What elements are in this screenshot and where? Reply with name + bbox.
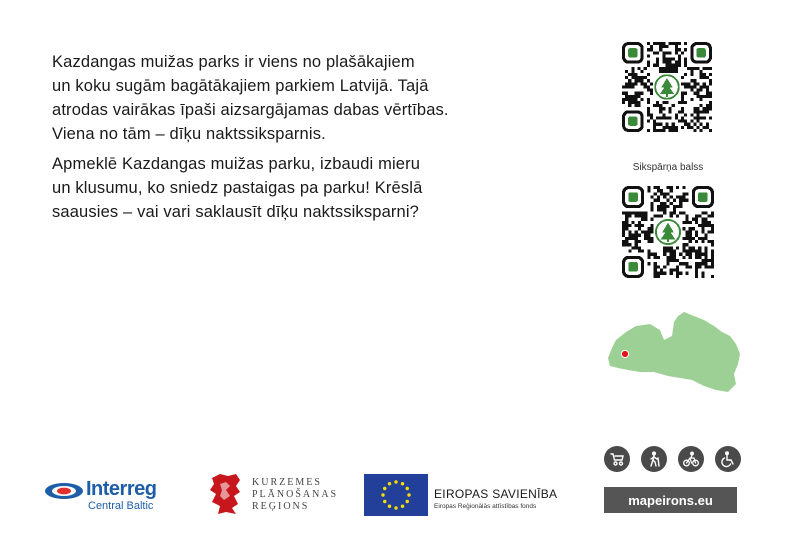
kurzeme-line: PLĀNOŠANAS [252, 489, 339, 500]
qr-code-bat-voice[interactable] [622, 186, 714, 278]
website-link[interactable]: mapeirons.eu [604, 487, 737, 513]
wheelchair-icon [715, 446, 741, 472]
cycling-icon [678, 446, 704, 472]
text-line: Apmeklē Kazdangas muižas parku, izbaudi mieru [52, 155, 421, 173]
qr-caption: Sikspārņa balss [632, 162, 704, 173]
eu-star [388, 505, 391, 508]
interreg-subtitle: Central Baltic [88, 500, 154, 512]
latvia-location-map [606, 310, 742, 394]
eu-star [383, 500, 386, 503]
location-marker [621, 350, 628, 357]
qr-finder-center [628, 116, 637, 125]
text-line: un koku sugām bagātākajiem parkiem Latvijā. Tajā [52, 77, 429, 95]
hiking-icon [641, 446, 667, 472]
invitation-paragraph [52, 152, 552, 224]
text-line: Viena no tām – dīķu naktssiksparnis. [52, 125, 326, 143]
eu-star [406, 487, 409, 490]
eu-title: EIROPAS SAVIENĪBA [434, 487, 558, 501]
kurzeme-line: REĢIONS [252, 501, 310, 512]
text-line: Kazdangas muižas parks ir viens no plašākajiem [52, 53, 415, 71]
interreg-name: Interreg [86, 478, 157, 500]
eu-subtitle: Eiropas Reģionālās attīstības fonds [434, 503, 537, 510]
qr-finder-center [628, 48, 637, 57]
eu-star [407, 493, 410, 496]
intro-paragraph [52, 50, 552, 146]
qr-code-park[interactable] [622, 42, 712, 132]
interreg-logo [44, 478, 174, 514]
eu-flag-icon [364, 474, 428, 516]
baby-stroller-icon [604, 446, 630, 472]
text-line: un klusumu, ko sniedz pastaigas pa parku! Krēslā [52, 179, 423, 197]
qr-finder-center [696, 48, 705, 57]
eu-star [388, 482, 391, 485]
text-line: saausies – vai vari saklausīt dīķu naktssiksparni? [52, 203, 420, 221]
kurzeme-text [252, 477, 338, 513]
eu-star [394, 480, 397, 483]
kurzeme-lion-crest-icon [206, 472, 244, 516]
qr-finder-center [628, 192, 638, 202]
eu-star [383, 487, 386, 490]
eu-star [401, 505, 404, 508]
eu-star [401, 482, 404, 485]
kurzeme-line: KURZEMES [252, 477, 322, 488]
interreg-mark-icon [44, 482, 84, 500]
text-line: atrodas vairākas īpaši aizsargājamas dabas vērtības. [52, 101, 449, 119]
eu-star [406, 500, 409, 503]
eu-star [394, 506, 397, 509]
kurzeme-planning-region-logo [206, 472, 356, 516]
qr-finder-center [628, 262, 638, 272]
activity-icons [604, 446, 740, 474]
eu-logo [364, 474, 558, 516]
qr-finder-center [698, 192, 708, 202]
eu-star [381, 493, 384, 496]
